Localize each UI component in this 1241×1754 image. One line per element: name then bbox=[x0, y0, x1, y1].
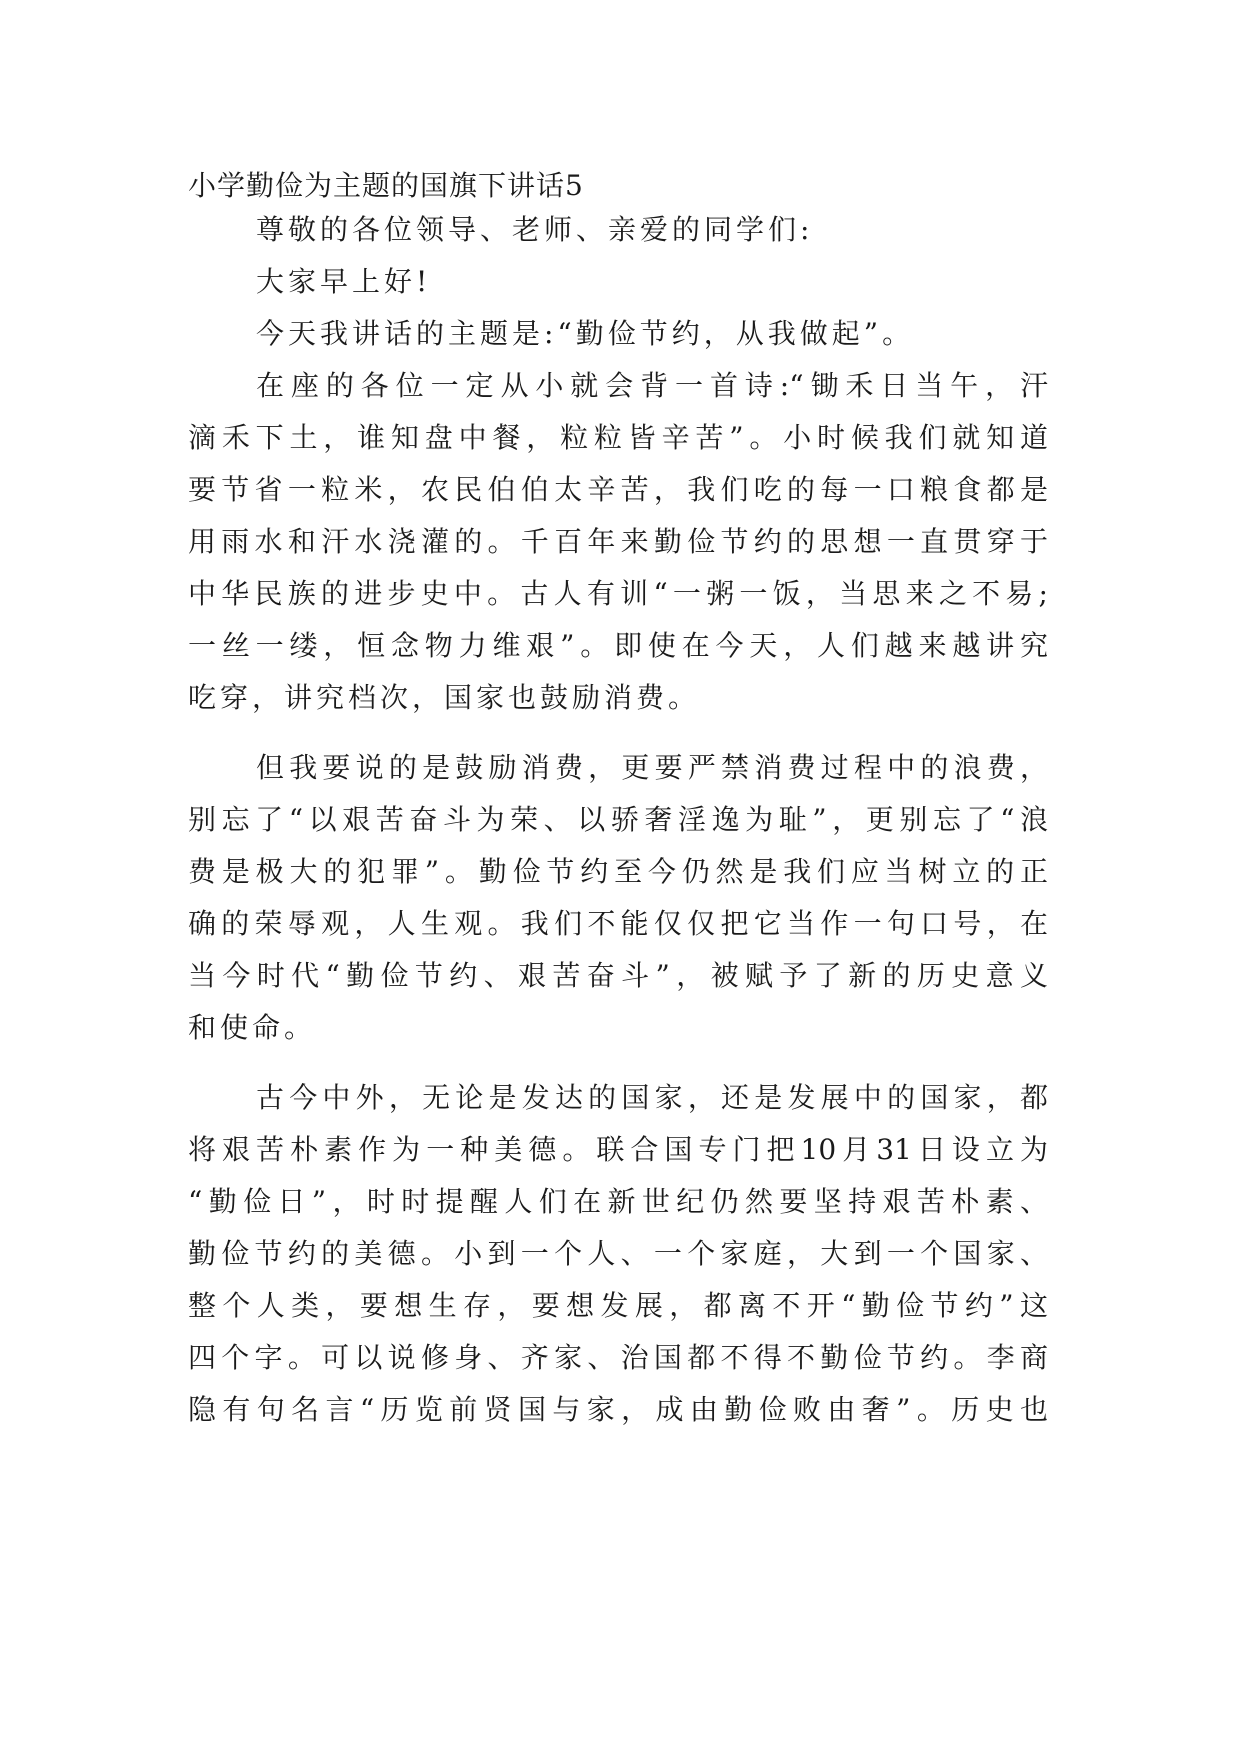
paragraph-line: 中华民族的进步史中。古人有训“一粥一饭，当思来之不易; bbox=[188, 577, 1048, 610]
greeting-line: 尊敬的各位领导、老师、亲爱的同学们: bbox=[256, 213, 814, 246]
paragraph-line: 当今时代“勤俭节约、艰苦奋斗”，被赋予了新的历史意义 bbox=[188, 959, 1048, 992]
paragraph-line: “勤俭日”，时时提醒人们在新世纪仍然要坚持艰苦朴素、 bbox=[188, 1185, 1048, 1218]
paragraph-line: 将艰苦朴素作为一种美德。联合国专门把10月31日设立为 bbox=[188, 1133, 1048, 1166]
paragraph-line: 一丝一缕，恒念物力维艰”。即使在今天，人们越来越讲究 bbox=[188, 629, 1048, 662]
paragraph-line: 勤俭节约的美德。小到一个人、一个家庭，大到一个国家、 bbox=[188, 1237, 1048, 1270]
paragraph-line: 用雨水和汗水浇灌的。千百年来勤俭节约的思想一直贯穿于 bbox=[188, 525, 1048, 558]
paragraph-line: 要节省一粒米，农民伯伯太辛苦，我们吃的每一口粮食都是 bbox=[188, 473, 1048, 506]
salutation-line: 大家早上好! bbox=[256, 265, 432, 298]
paragraph-line: 但我要说的是鼓励消费，更要严禁消费过程中的浪费， bbox=[256, 751, 1048, 784]
paragraph-line: 确的荣辱观，人生观。我们不能仅仅把它当作一句口号，在 bbox=[188, 907, 1048, 940]
paragraph-line: 费是极大的犯罪”。勤俭节约至今仍然是我们应当树立的正 bbox=[188, 855, 1048, 888]
paragraph-line: 吃穿，讲究档次，国家也鼓励消费。 bbox=[188, 681, 701, 714]
paragraph-line: 滴禾下土，谁知盘中餐，粒粒皆辛苦”。小时候我们就知道 bbox=[188, 421, 1048, 454]
paragraph-line: 隐有句名言“历览前贤国与家，成由勤俭败由奢”。历史也 bbox=[188, 1393, 1048, 1426]
paragraph-line: 四个字。可以说修身、齐家、治国都不得不勤俭节约。李商 bbox=[188, 1341, 1048, 1374]
document-title: 小学勤俭为主题的国旗下讲话5 bbox=[188, 169, 584, 202]
paragraph-line: 古今中外，无论是发达的国家，还是发展中的国家，都 bbox=[256, 1081, 1048, 1114]
topic-line: 今天我讲话的主题是:“勤俭节约，从我做起”。 bbox=[256, 317, 915, 350]
paragraph-line: 和使命。 bbox=[188, 1011, 317, 1044]
paragraph-line: 别忘了“以艰苦奋斗为荣、以骄奢淫逸为耻”，更别忘了“浪 bbox=[188, 803, 1048, 836]
paragraph-line: 在座的各位一定从小就会背一首诗:“锄禾日当午，汗 bbox=[256, 369, 1048, 402]
paragraph-line: 整个人类，要想生存，要想发展，都离不开“勤俭节约”这 bbox=[188, 1289, 1048, 1322]
